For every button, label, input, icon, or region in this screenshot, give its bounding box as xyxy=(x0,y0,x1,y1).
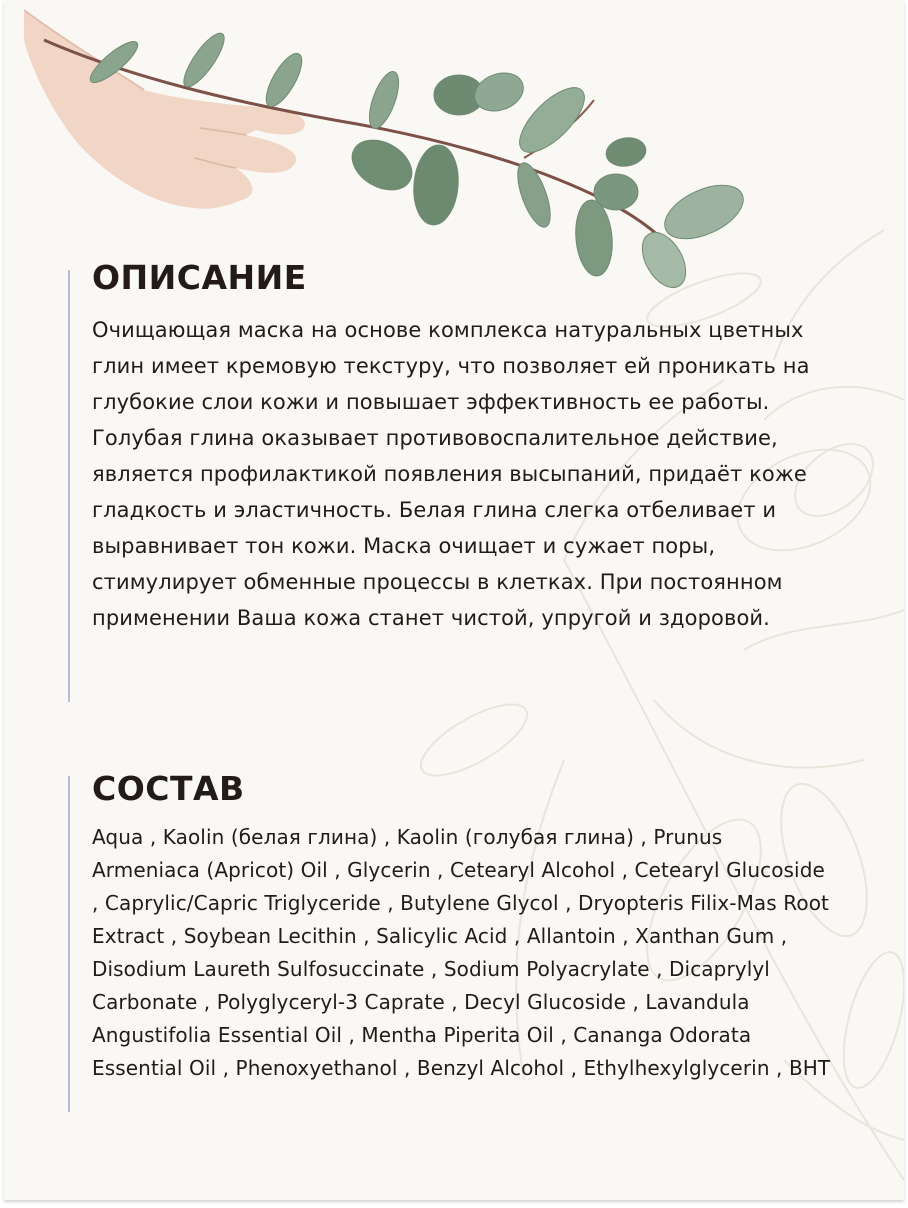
composition-section xyxy=(92,769,832,1085)
description-accent-bar xyxy=(68,270,70,702)
product-card-page xyxy=(4,0,904,1200)
composition-text: Aqua , Kaolin (белая глина) , Kaolin (голубая глина) , Prunus Armeniaca (Apricot) Oil , Glycerin , Cetearyl Alcohol , Cetearyl Glucoside , Caprylic/Capric Triglyceride , Butylene Glycol , Dryopteris Filix-Mas Root Extract , Soybean Lecithin , Salicylic Acid , Allantoin , Xanthan Gum , Disodium Laureth Sulfosuccinate , Sodium Polyacrylate , Dicaprylyl Carbonate , Polyglyceryl-3 Caprate , Decyl Glucoside , Lavandula Angustifolia Essential Oil , Mentha Piperita Oil , Cananga Odorata Essential Oil , Phenoxyethanol , Benzyl Alcohol , Ethylhexylglycerin , BHT xyxy=(92,825,831,1080)
eucalyptus-branch-illustration xyxy=(4,0,904,300)
composition-accent-bar xyxy=(68,776,70,1112)
description-heading: ОПИСАНИЕ xyxy=(92,258,307,297)
hand-illustration xyxy=(24,10,305,209)
composition-heading: СОСТАВ xyxy=(92,769,245,808)
description-section xyxy=(92,258,832,636)
description-text: Очищающая маска на основе комплекса натуральных цветных глин имеет кремовую текстуру, что позволяет ей проникать на глубокие слои кожи и повышает эффективность ее работы. Голубая глина оказывает противовоспалительное действие, является профилактикой появления высыпаний, придаёт коже гладкость и эластичность. Белая глина слегка отбеливает и выравнивает тон кожи. Маска очищает и сужает поры, стимулирует обменные процессы в клетках. При постоянном применении Ваша кожа станет чистой, упругой и здоровой. xyxy=(92,318,810,630)
